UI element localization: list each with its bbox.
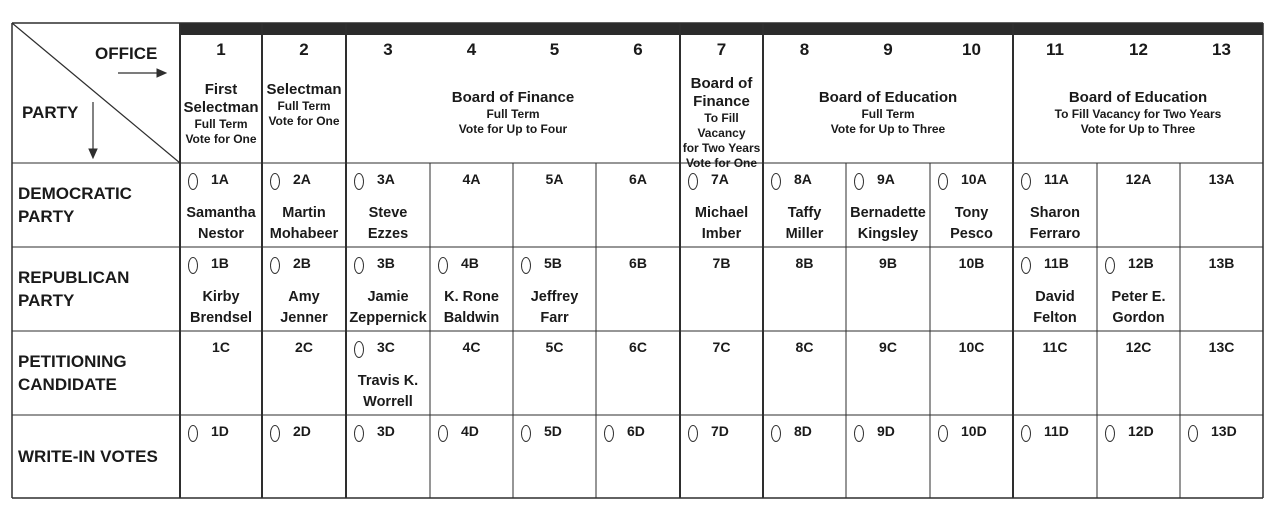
row-label-line: REPUBLICAN xyxy=(18,268,130,287)
ballot-cell xyxy=(596,247,680,331)
vote-oval[interactable] xyxy=(1105,257,1115,274)
position-code: 1B xyxy=(211,255,229,271)
office-title: Board of xyxy=(690,75,753,92)
office-title: First xyxy=(204,81,238,98)
candidate-name-line: Worrell xyxy=(363,394,413,410)
candidate-name-line: Mohabeer xyxy=(269,226,339,242)
office-subtitle: for Two Years xyxy=(682,141,761,155)
vote-oval[interactable] xyxy=(1105,425,1115,442)
office-title: Board of Education xyxy=(1068,89,1208,106)
ballot-cell xyxy=(180,331,262,415)
ballot-cell[interactable] xyxy=(430,247,513,331)
column-number: 8 xyxy=(799,40,810,59)
candidate-name-line: Amy xyxy=(288,289,320,305)
vote-oval[interactable] xyxy=(270,425,280,442)
ballot-cell xyxy=(1013,331,1097,415)
position-code: 6B xyxy=(629,255,647,271)
vote-oval[interactable] xyxy=(688,173,698,190)
vote-oval[interactable] xyxy=(688,425,698,442)
office-arrow-icon xyxy=(157,69,166,77)
position-code: 8D xyxy=(794,423,812,439)
row-label xyxy=(18,350,127,396)
position-code: 5B xyxy=(544,255,562,271)
candidate-name-line: Jeffrey xyxy=(530,289,579,305)
candidate-name xyxy=(1013,203,1097,245)
candidate-name xyxy=(763,203,846,245)
office-subtitle: Full Term xyxy=(277,99,331,113)
candidate-name-line: Baldwin xyxy=(443,310,500,326)
candidate-name-line: Ferraro xyxy=(1029,226,1081,242)
ballot-cell xyxy=(513,331,596,415)
ballot-cell[interactable] xyxy=(1013,247,1097,331)
position-code: 10B xyxy=(958,255,985,271)
position-code: 6D xyxy=(627,423,645,439)
candidate-name-line: K. Rone xyxy=(444,289,499,305)
vote-oval[interactable] xyxy=(854,425,864,442)
ballot-cell xyxy=(596,163,680,247)
candidate-name xyxy=(846,203,930,245)
position-code: 5A xyxy=(545,171,564,187)
ballot-cell[interactable] xyxy=(346,247,430,331)
office-subtitle: Vote for Up to Three xyxy=(830,122,946,136)
candidate-name-line: Brendsel xyxy=(189,310,253,326)
row-label-line: PARTY xyxy=(18,291,75,310)
position-code: 11D xyxy=(1044,423,1069,439)
position-code: 11B xyxy=(1044,255,1069,271)
column-number: 12 xyxy=(1129,40,1148,59)
office-title: Selectman xyxy=(183,99,259,116)
office-subtitle: Full Term xyxy=(486,107,540,121)
position-code: 9C xyxy=(879,339,897,355)
office-subtitle: Vote for One xyxy=(268,114,340,128)
ballot-cell[interactable] xyxy=(596,415,680,498)
office-subtitle: To Fill Vacancy for Two Years xyxy=(1054,107,1222,121)
ballot-cell[interactable] xyxy=(1013,415,1097,498)
candidate-name-line: Ezzes xyxy=(367,226,409,242)
position-code: 2D xyxy=(293,423,311,439)
ballot-cell xyxy=(846,247,930,331)
ballot-cell[interactable] xyxy=(346,331,430,415)
position-code: 13A xyxy=(1208,171,1235,187)
vote-oval[interactable] xyxy=(1021,257,1031,274)
ballot-cell[interactable] xyxy=(262,415,346,498)
office-header xyxy=(180,81,262,147)
position-code: 1C xyxy=(212,339,230,355)
position-code: 13B xyxy=(1208,255,1235,271)
ballot-cell[interactable] xyxy=(262,247,346,331)
office-title: Selectman xyxy=(266,81,342,98)
ballot-cell xyxy=(930,331,1013,415)
vote-oval[interactable] xyxy=(438,257,448,274)
position-code: 2A xyxy=(293,171,311,187)
ballot-cell[interactable] xyxy=(180,163,262,247)
position-code: 3A xyxy=(377,171,395,187)
ballot-cell xyxy=(846,331,930,415)
column-number: 2 xyxy=(299,40,309,59)
position-code: 4A xyxy=(462,171,481,187)
position-code: 9D xyxy=(877,423,895,439)
vote-oval[interactable] xyxy=(188,425,198,442)
row-label-line: WRITE-IN VOTES xyxy=(18,447,158,466)
vote-oval[interactable] xyxy=(938,173,948,190)
position-code: 2C xyxy=(295,339,313,355)
position-code: 4D xyxy=(461,423,479,439)
ballot-cell xyxy=(1097,163,1180,247)
position-code: 1D xyxy=(211,423,229,439)
column-number: 10 xyxy=(962,40,981,59)
column-number: 1 xyxy=(216,40,226,59)
position-code: 8B xyxy=(795,255,814,271)
row-label-line: PARTY xyxy=(18,207,75,226)
ballot-cell[interactable] xyxy=(262,163,346,247)
office-subtitle: To Fill Vacancy xyxy=(697,111,746,140)
position-code: 3D xyxy=(377,423,395,439)
ballot-cell[interactable] xyxy=(180,415,262,498)
vote-oval[interactable] xyxy=(1188,425,1198,442)
position-code: 10C xyxy=(958,339,985,355)
candidate-name-line: Farr xyxy=(540,310,569,326)
ballot-cell xyxy=(763,331,846,415)
ballot-cell[interactable] xyxy=(930,163,1013,247)
party-arrow-icon xyxy=(89,149,97,158)
ballot-cell[interactable] xyxy=(1097,247,1180,331)
ballot-cell[interactable] xyxy=(763,415,846,498)
vote-oval[interactable] xyxy=(854,173,864,190)
candidate-name-line: Imber xyxy=(701,226,742,242)
ballot-cell[interactable] xyxy=(346,163,430,247)
candidate-name xyxy=(513,287,596,329)
vote-oval[interactable] xyxy=(354,173,364,190)
ballot-cell xyxy=(680,247,763,331)
candidate-name xyxy=(262,287,346,329)
candidate-name-line: Jenner xyxy=(280,310,328,326)
candidate-name xyxy=(430,287,513,329)
position-code: 13D xyxy=(1211,423,1237,439)
column-number: 13 xyxy=(1212,40,1231,59)
position-code: 9A xyxy=(877,171,895,187)
candidate-name-line: Steve xyxy=(368,205,408,221)
vote-oval[interactable] xyxy=(771,173,781,190)
candidate-name xyxy=(1097,287,1180,329)
position-code: 12C xyxy=(1125,339,1152,355)
candidate-name-line: Felton xyxy=(1033,310,1077,326)
office-header xyxy=(346,89,680,137)
vote-oval[interactable] xyxy=(771,425,781,442)
column-number: 7 xyxy=(716,40,727,59)
ballot-cell xyxy=(430,163,513,247)
column-number: 4 xyxy=(466,40,477,59)
row-label-line: PETITIONING xyxy=(18,352,127,371)
office-subtitle: Vote for One xyxy=(185,132,257,146)
position-code: 11A xyxy=(1044,171,1069,187)
vote-oval[interactable] xyxy=(354,257,364,274)
vote-oval[interactable] xyxy=(354,341,364,358)
candidate-name-line: Gordon xyxy=(1112,310,1165,326)
column-number: 3 xyxy=(383,40,393,59)
vote-oval[interactable] xyxy=(188,257,198,274)
position-code: 12D xyxy=(1128,423,1154,439)
candidate-name-line: Zeppernick xyxy=(349,310,427,326)
ballot-cell[interactable] xyxy=(513,415,596,498)
row-label xyxy=(18,266,129,312)
office-title: Board of Finance xyxy=(451,89,575,106)
candidate-name-line: Nestor xyxy=(198,226,244,242)
ballot-cell[interactable] xyxy=(513,247,596,331)
candidate-name-line: David xyxy=(1035,289,1075,305)
position-code: 3C xyxy=(377,339,395,355)
column-number: 11 xyxy=(1046,40,1064,59)
ballot-cell xyxy=(596,331,680,415)
position-code: 4B xyxy=(461,255,479,271)
office-subtitle: Full Term xyxy=(861,107,915,121)
vote-oval[interactable] xyxy=(938,425,948,442)
office-header xyxy=(763,89,1013,137)
office-header xyxy=(680,75,763,171)
candidate-name-line: Michael xyxy=(694,205,749,221)
position-code: 11C xyxy=(1042,339,1068,355)
ballot-cell xyxy=(763,247,846,331)
position-code: 3B xyxy=(377,255,395,271)
vote-oval[interactable] xyxy=(521,425,531,442)
ballot-cell xyxy=(930,247,1013,331)
vote-oval[interactable] xyxy=(188,173,198,190)
ballot-cell[interactable] xyxy=(1013,163,1097,247)
ballot-cell[interactable] xyxy=(430,415,513,498)
ballot-cell[interactable] xyxy=(346,415,430,498)
candidate-name xyxy=(930,203,1013,245)
ballot-cell[interactable] xyxy=(846,163,930,247)
ballot-cell[interactable] xyxy=(680,415,763,498)
candidate-name-line: Miller xyxy=(785,226,824,242)
office-subtitle: Full Term xyxy=(194,117,248,131)
party-label: PARTY xyxy=(22,103,79,122)
position-code: 7A xyxy=(711,171,729,187)
position-code: 6A xyxy=(629,171,647,187)
row-label xyxy=(18,182,132,228)
candidate-name-line: Taffy xyxy=(787,205,822,221)
position-code: 5C xyxy=(545,339,564,355)
position-code: 7C xyxy=(712,339,731,355)
candidate-name-line: Kirby xyxy=(202,289,240,305)
candidate-name xyxy=(1013,287,1097,329)
candidate-name xyxy=(262,203,346,245)
column-number: 9 xyxy=(883,40,893,59)
ballot-cell[interactable] xyxy=(763,163,846,247)
vote-oval[interactable] xyxy=(1021,173,1031,190)
position-code: 2B xyxy=(293,255,311,271)
candidate-name xyxy=(180,203,262,245)
vote-oval[interactable] xyxy=(354,425,364,442)
office-label: OFFICE xyxy=(95,44,158,63)
candidate-name xyxy=(180,287,262,329)
position-code: 13C xyxy=(1208,339,1235,355)
ballot-cell[interactable] xyxy=(1180,415,1263,498)
vote-oval[interactable] xyxy=(270,257,280,274)
row-label-line: DEMOCRATIC xyxy=(18,184,132,203)
ballot-cell[interactable] xyxy=(846,415,930,498)
candidate-name-line: Peter E. xyxy=(1111,289,1166,305)
candidate-name-line: Jamie xyxy=(367,289,409,305)
vote-oval[interactable] xyxy=(270,173,280,190)
vote-oval[interactable] xyxy=(438,425,448,442)
position-code: 8A xyxy=(794,171,812,187)
candidate-name-line: Kingsley xyxy=(857,226,919,242)
candidate-name xyxy=(680,203,763,245)
candidate-name-line: Samantha xyxy=(186,205,256,221)
vote-oval[interactable] xyxy=(521,257,531,274)
position-code: 10A xyxy=(961,171,987,187)
position-code: 8C xyxy=(795,339,814,355)
candidate-name xyxy=(346,203,430,245)
candidate-name xyxy=(346,287,430,329)
candidate-name xyxy=(346,371,430,413)
ballot-cell xyxy=(680,331,763,415)
office-title: Finance xyxy=(693,93,750,110)
ballot-cell xyxy=(513,163,596,247)
ballot-cell xyxy=(430,331,513,415)
vote-oval[interactable] xyxy=(604,425,614,442)
ballot-cell[interactable] xyxy=(680,163,763,247)
row-label xyxy=(18,445,158,468)
candidate-name-line: Pesco xyxy=(950,226,993,242)
vote-oval[interactable] xyxy=(1021,425,1031,442)
column-number: 6 xyxy=(633,40,643,59)
office-subtitle: Vote for Up to Three xyxy=(1080,122,1196,136)
ballot-cell xyxy=(1180,331,1263,415)
position-code: 7D xyxy=(711,423,729,439)
position-code: 4C xyxy=(462,339,481,355)
office-subtitle: Vote for Up to Four xyxy=(458,122,568,136)
position-code: 10D xyxy=(961,423,987,439)
ballot-cell xyxy=(1180,247,1263,331)
office-header xyxy=(1013,89,1263,137)
position-code: 12B xyxy=(1128,255,1154,271)
candidate-name-line: Martin xyxy=(282,205,326,221)
ballot-cell[interactable] xyxy=(1097,415,1180,498)
position-code: 5D xyxy=(544,423,562,439)
ballot-cell xyxy=(1097,331,1180,415)
candidate-name-line: Bernadette xyxy=(850,205,926,221)
ballot-cell[interactable] xyxy=(180,247,262,331)
position-code: 6C xyxy=(629,339,647,355)
ballot-cell xyxy=(1180,163,1263,247)
ballot-cell[interactable] xyxy=(930,415,1013,498)
position-code: 7B xyxy=(712,255,731,271)
position-code: 9B xyxy=(879,255,897,271)
candidate-name-line: Travis K. xyxy=(357,373,419,389)
candidate-name-line: Sharon xyxy=(1030,205,1080,221)
office-header xyxy=(262,81,346,129)
candidate-name-line: Tony xyxy=(954,205,989,221)
row-label-line: CANDIDATE xyxy=(18,375,117,394)
position-code: 1A xyxy=(211,171,229,187)
office-title: Board of Education xyxy=(818,89,958,106)
ballot-cell xyxy=(262,331,346,415)
office-subtitle: Vote for One xyxy=(685,156,758,170)
column-number: 5 xyxy=(549,40,560,59)
position-code: 12A xyxy=(1125,171,1152,187)
